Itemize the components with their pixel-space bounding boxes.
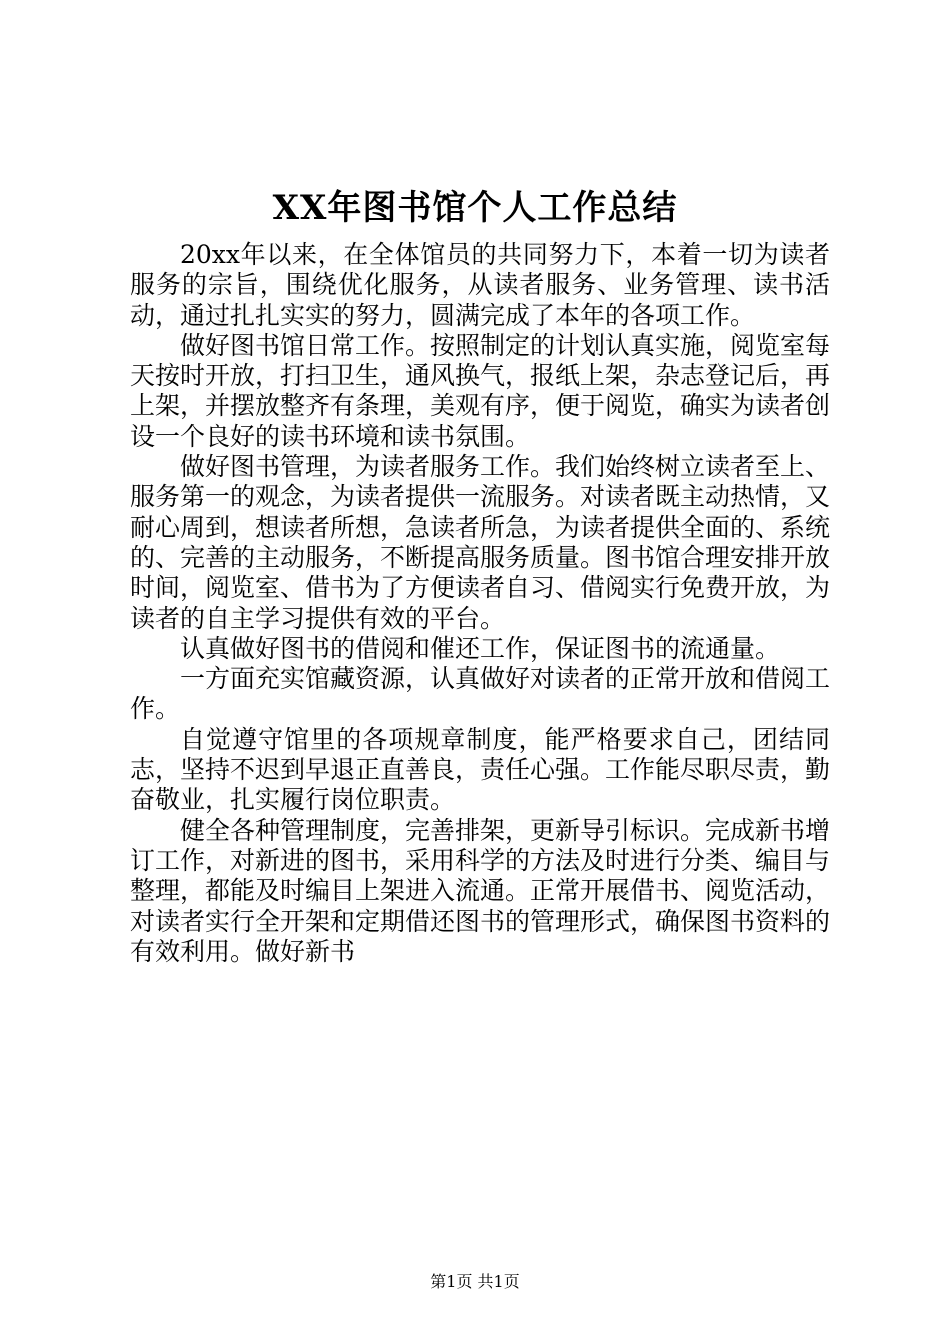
paragraph-intro: 20xx年以来，在全体馆员的共同努力下，本着一切为读者服务的宗旨，围绕优化服务，从读者服务、业务管理、读书活动，通过扎扎实实的努力，圆满完成了本年的各项工作。 bbox=[130, 240, 830, 330]
paragraph-lending: 认真做好图书的借阅和催还工作，保证图书的流通量。 bbox=[180, 633, 781, 663]
paragraph-collection: 一方面充实馆藏资源，认真做好对读者的正常开放和借阅工作。 bbox=[130, 664, 831, 724]
document-body bbox=[130, 240, 830, 967]
paragraph-discipline: 自觉遵守馆里的各项规章制度，能严格要求自己，团结同志，坚持不迟到早退正直善良，责任心强。工作能尽职尽责，勤奋敬业，扎实履行岗位职责。 bbox=[130, 724, 831, 815]
paragraph-book-management: 做好图书管理，为读者服务工作。我们始终树立读者至上、服务第一的观念，为读者提供一流服务。对读者既主动热情，又耐心周到，想读者所想，急读者所急，为读者提供全面的、系统的、完善的主动服务，不断提高服务质量。图书馆合理安排开放时间，阅览室、借书为了方便读者自习、借阅实行免费开放，为读者的自主学习提供有效的平台。 bbox=[130, 452, 831, 633]
paragraph-systems: 健全各种管理制度，完善排架，更新导引标识。完成新书增订工作，对新进的图书，采用科学的方法及时进行分类、编目与整理，都能及时编目上架进入流通。正常开展借书、阅览活动，对读者实行全开架和定期借还图书的管理形式，确保图书资料的有效利用。做好新书 bbox=[130, 815, 831, 966]
paragraph-daily-work: 做好图书馆日常工作。按照制定的计划认真实施，阅览室每天按时开放，打扫卫生，通风换气，报纸上架，杂志登记后，再上架，并摆放整齐有条理，美观有序，便于阅览，确实为读者创设一个良好的读书环境和读书氛围。 bbox=[130, 330, 831, 451]
page-number-footer: 第1页 共1页 bbox=[430, 1272, 520, 1291]
document-title: XX年图书馆个人工作总结 bbox=[272, 188, 678, 228]
